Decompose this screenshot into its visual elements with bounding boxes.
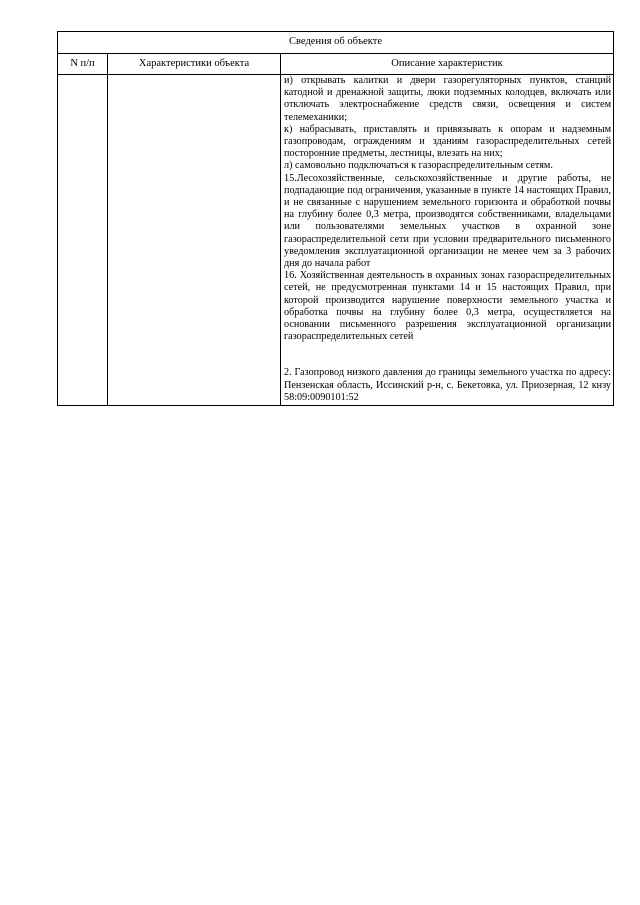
cell-characteristics <box>108 75 281 406</box>
table-header-row <box>58 54 614 75</box>
cell-num <box>58 75 108 406</box>
paragraph-item-15: 15.Лесохозяйственные, сельскохозяйственные и другие работы, не подпадающие под ограничения, указанные в пункте 14 настоящих Правил, и не связанные с нарушением земельного горизонта и обработкой почвы на глубину более 0,3 метра, производятся собственниками, владельцами или пользователями земельных участков в охранной зоне газораспределительной сети при условии предварительного письменного уведомления эксплуатационной организации не менее чем за 3 рабочих дня до начала работ <box>284 172 612 270</box>
header-characteristics: Характеристики объекта <box>108 54 281 75</box>
table-title-row <box>58 32 614 54</box>
header-description: Описание характеристик <box>281 54 614 75</box>
cell-description <box>281 75 614 406</box>
table-row <box>58 75 614 406</box>
paragraph-gas-pipeline: 2. Газопровод низкого давления до границы земельного участка по адресу: Пензенская область, Иссинский р-н, с. Бекетовка, ул. Приозерная, 12 кнзу 58:09:0090101:52 <box>284 367 612 403</box>
paragraph-item-16: 16. Хозяйственная деятельность в охранных зонах газораспределительных сетей, не предусмотренная пунктами 14 и 15 настоящих Правил, при которой производится нарушение поверхности земельного участка и обработка почвы на глубину более 0,3 метра, осуществляется на основании письменного разрешения эксплуатационной организации газораспределительных сетей <box>284 270 612 343</box>
paragraph-item-l: л) самовольно подключаться к газораспределительным сетям. <box>284 160 553 172</box>
object-info-table <box>57 31 614 406</box>
paragraph-spacer <box>284 343 611 367</box>
table-title: Сведения об объекте <box>58 32 614 54</box>
paragraph-item-k: к) набрасывать, приставлять и привязывать к опорам и надземным газопроводам, ограждениям и зданиям газораспределительных сетей посторонние предметы, лестницы, влезать на них; <box>284 123 612 160</box>
header-num: N п/п <box>58 54 108 75</box>
paragraph-item-i: и) открывать калитки и двери газорегуляторных пунктов, станций катодной и дренажной защиты, люки подземных колодцев, включать или отключать электроснабжение средств связи, освещения и систем телемеханики; <box>284 75 612 123</box>
